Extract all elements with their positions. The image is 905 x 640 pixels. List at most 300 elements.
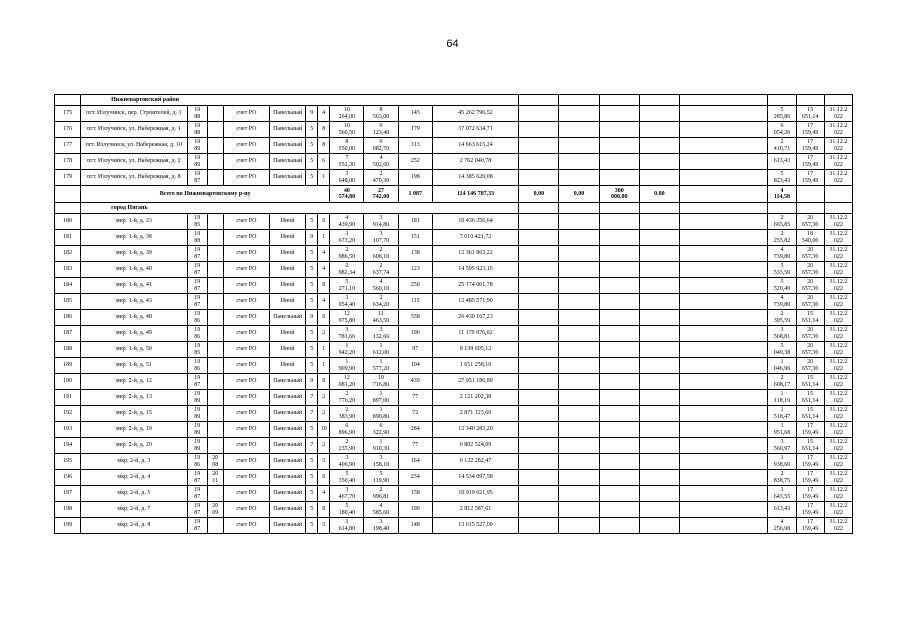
- fund-federal: [519, 246, 559, 262]
- year-commissioned: [207, 106, 223, 122]
- floors: 5: [306, 122, 318, 138]
- blank-cell: [680, 262, 768, 278]
- fund-owners: [639, 374, 679, 390]
- blank-cell: [680, 390, 768, 406]
- total-area: 5 271,10: [330, 278, 364, 294]
- fund-federal: [519, 278, 559, 294]
- empty-cell: [680, 95, 768, 106]
- unit-cost: 2 410,71: [768, 138, 796, 154]
- deadline: 31.12.2 022: [824, 262, 852, 278]
- row-number: 176: [55, 122, 81, 138]
- fund-owners: [639, 406, 679, 422]
- total-fund-federal: 0,00: [519, 186, 559, 203]
- floors: 5: [306, 502, 318, 518]
- empty-cell: [768, 95, 796, 106]
- deadline: 31.12.2 022: [824, 278, 852, 294]
- total-area: 40 574,80: [330, 186, 364, 203]
- unit-cost: 5 049,38: [768, 342, 796, 358]
- fund-owners: [639, 326, 679, 342]
- floors: 5: [306, 342, 318, 358]
- fund-method: счет РО: [223, 106, 269, 122]
- fund-federal: [519, 170, 559, 186]
- fund-local: [599, 154, 639, 170]
- unit-cost: 2 838,75: [768, 470, 796, 486]
- fund-method: счет РО: [223, 422, 269, 438]
- residents: 97: [398, 342, 432, 358]
- row-number: 192: [55, 406, 81, 422]
- table-row: [55, 214, 853, 230]
- repair-cost: 14 595 923,15: [432, 262, 518, 278]
- fund-method: счет РО: [223, 262, 269, 278]
- living-area: 11 463,50: [364, 310, 398, 326]
- total-area: 3 648,00: [330, 170, 364, 186]
- total-area: 3 781,66: [330, 326, 364, 342]
- total-area: 7 552,30: [330, 154, 364, 170]
- deadline: 31.12.2 022: [824, 470, 852, 486]
- address: мкр. 2-й, д. 5: [81, 486, 188, 502]
- blank-cell: [680, 518, 768, 534]
- year-commissioned: [207, 154, 223, 170]
- empty-cell: [519, 203, 559, 214]
- repair-cost: 12 340 283,20: [432, 422, 518, 438]
- repair-cost: 27 951 186,89: [432, 374, 518, 390]
- living-area: 3 107,70: [364, 230, 398, 246]
- unit-cost: 4 739,80: [768, 246, 796, 262]
- fund-local: [599, 374, 639, 390]
- wall-material: Иной: [270, 358, 306, 374]
- year-built: 19 87: [187, 374, 207, 390]
- table-row: [55, 294, 853, 310]
- address: мкр. 1-й, д. 40: [81, 262, 188, 278]
- deadline: 31.12.2 022: [824, 106, 852, 122]
- total-area: 3 614,80: [330, 518, 364, 534]
- address: пгт. Излучинск, ул. Набережная, д. 1: [81, 122, 188, 138]
- living-area: 2 637,74: [364, 262, 398, 278]
- fund-regional: [559, 390, 599, 406]
- living-area: 3 132,66: [364, 326, 398, 342]
- year-commissioned: 20 11: [207, 470, 223, 486]
- limit-cost: 15 651,14: [796, 310, 824, 326]
- total-area: 8 550,00: [330, 138, 364, 154]
- blank-cell: [680, 358, 768, 374]
- year-commissioned: [207, 138, 223, 154]
- fund-owners: [639, 342, 679, 358]
- entrances: 5: [318, 518, 330, 534]
- residents: 115: [398, 294, 432, 310]
- fund-owners: [639, 154, 679, 170]
- blank-cell: [680, 454, 768, 470]
- repair-cost: 2 871 123,60: [432, 406, 518, 422]
- row-number: 197: [55, 486, 81, 502]
- entrances: 4: [318, 486, 330, 502]
- fund-federal: [519, 294, 559, 310]
- total-area: 10 264,00: [330, 106, 364, 122]
- total-area: 2 986,50: [330, 246, 364, 262]
- table-row: [55, 374, 853, 390]
- floors: 5: [306, 486, 318, 502]
- unit-cost: 1 046,96: [768, 358, 796, 374]
- residents: 313: [398, 138, 432, 154]
- unit-cost: 1 518,47: [768, 406, 796, 422]
- address: мкр. 1-й, д. 43: [81, 294, 188, 310]
- fund-federal: [519, 262, 559, 278]
- fund-local: [599, 342, 639, 358]
- entrances: 2: [318, 326, 330, 342]
- fund-method: счет РО: [223, 246, 269, 262]
- table-row: [55, 502, 853, 518]
- entrances: 5: [318, 454, 330, 470]
- table-row: [55, 454, 853, 470]
- wall-material: Панельный: [270, 518, 306, 534]
- wall-material: Иной: [270, 230, 306, 246]
- fund-local: [599, 246, 639, 262]
- residents: 164: [398, 454, 432, 470]
- residents: 77: [398, 438, 432, 454]
- year-commissioned: [207, 390, 223, 406]
- year-built: 19 89: [187, 438, 207, 454]
- unit-cost: 6 054,26: [768, 122, 796, 138]
- living-area: 2 608,10: [364, 246, 398, 262]
- total-fund-owners: 0,00: [639, 186, 679, 203]
- row-number: 189: [55, 358, 81, 374]
- fund-local: [599, 214, 639, 230]
- wall-material: Панельный: [270, 438, 306, 454]
- row-number: 175: [55, 106, 81, 122]
- living-area: 1 910,30: [364, 438, 398, 454]
- fund-federal: [519, 230, 559, 246]
- year-built: 19 86: [187, 358, 207, 374]
- deadline: 31.12.2 022: [824, 502, 852, 518]
- wall-material: Панельный: [270, 374, 306, 390]
- entrances: 8: [318, 502, 330, 518]
- section-blank: [55, 203, 81, 214]
- wall-material: Иной: [270, 246, 306, 262]
- address: мкр. 1-й, д. 23: [81, 214, 188, 230]
- unit-cost: 2 305,59: [768, 310, 796, 326]
- floors: 5: [306, 262, 318, 278]
- total-area: 2 383,90: [330, 406, 364, 422]
- residents: 558: [398, 310, 432, 326]
- table-row: [55, 278, 853, 294]
- limit-cost: 20 657,30: [796, 342, 824, 358]
- fund-owners: [639, 486, 679, 502]
- wall-material: Панельный: [270, 470, 306, 486]
- fund-owners: [639, 422, 679, 438]
- fund-regional: [559, 518, 599, 534]
- wall-material: Панельный: [270, 422, 306, 438]
- entrances: 1: [318, 170, 330, 186]
- address: мкр. 2-й, д. 7: [81, 502, 188, 518]
- fund-local: [599, 470, 639, 486]
- fund-federal: [519, 374, 559, 390]
- living-area: 1 612,00: [364, 342, 398, 358]
- wall-material: Панельный: [270, 390, 306, 406]
- year-commissioned: [207, 518, 223, 534]
- floors: 9: [306, 310, 318, 326]
- empty-cell: [639, 95, 679, 106]
- table-row: [55, 170, 853, 186]
- living-area: 1 577,20: [364, 358, 398, 374]
- fund-owners: [639, 358, 679, 374]
- total-area: 10 560,50: [330, 122, 364, 138]
- floors: 5: [306, 278, 318, 294]
- wall-material: Иной: [270, 342, 306, 358]
- year-commissioned: [207, 438, 223, 454]
- total-area: 2 235,90: [330, 438, 364, 454]
- fund-method: счет РО: [223, 278, 269, 294]
- living-area: 2 996,81: [364, 486, 398, 502]
- table-row: [55, 358, 853, 374]
- fund-owners: [639, 122, 679, 138]
- fund-owners: [639, 230, 679, 246]
- fund-federal: [519, 154, 559, 170]
- wall-material: Панельный: [270, 486, 306, 502]
- repair-cost: 6 122 282,47: [432, 454, 518, 470]
- residents: 104: [398, 358, 432, 374]
- limit-cost: 15 651,14: [796, 374, 824, 390]
- unit-cost: 613,43: [768, 154, 796, 170]
- total-residents: 1 087: [398, 186, 432, 203]
- fund-regional: [559, 154, 599, 170]
- entrances: 4: [318, 246, 330, 262]
- fund-regional: [559, 246, 599, 262]
- entrances: 6: [318, 154, 330, 170]
- blank-cell: [680, 230, 768, 246]
- fund-method: счет РО: [223, 214, 269, 230]
- year-commissioned: [207, 294, 223, 310]
- unit-cost: 5 285,86: [768, 106, 796, 122]
- address: пгт. Излучинск, ул. Набережная, д. 2: [81, 154, 188, 170]
- fund-local: [599, 122, 639, 138]
- total-label: Всего по Нижневартовскому р-ну: [81, 186, 330, 203]
- limit-cost: 20 657,30: [796, 278, 824, 294]
- unit-cost: 1 951,68: [768, 422, 796, 438]
- year-built: 19 89: [187, 422, 207, 438]
- empty-cell: [824, 203, 852, 214]
- fund-method: счет РО: [223, 230, 269, 246]
- table-row: [55, 230, 853, 246]
- deadline: 31.12.2 022: [824, 422, 852, 438]
- year-built: 19 89: [187, 138, 207, 154]
- year-commissioned: [207, 342, 223, 358]
- fund-owners: [639, 470, 679, 486]
- blank-cell: [680, 186, 768, 203]
- year-built: 19 89: [187, 154, 207, 170]
- year-commissioned: 20 08: [207, 454, 223, 470]
- fund-local: [599, 438, 639, 454]
- repair-cost: 6 802 524,09: [432, 438, 518, 454]
- residents: 250: [398, 278, 432, 294]
- repair-cost: 8 139 605,12: [432, 342, 518, 358]
- fund-regional: [559, 230, 599, 246]
- fund-federal: [519, 390, 559, 406]
- entrances: 1: [318, 358, 330, 374]
- unit-cost: 3 643,55: [768, 486, 796, 502]
- total-row: [55, 186, 853, 203]
- fund-regional: [559, 454, 599, 470]
- fund-owners: [639, 278, 679, 294]
- table-row: [55, 122, 853, 138]
- empty-cell: [519, 95, 559, 106]
- row-number: 199: [55, 518, 81, 534]
- repair-cost: 10 919 021,95: [432, 486, 518, 502]
- floors: 5: [306, 422, 318, 438]
- entrances: 2: [318, 406, 330, 422]
- empty-cell: [639, 203, 679, 214]
- wall-material: Иной: [270, 278, 306, 294]
- entrances: 6: [318, 310, 330, 326]
- fund-owners: [639, 106, 679, 122]
- address: мкр. 2-й, д. 12: [81, 374, 188, 390]
- total-fund-regional: 0,00: [559, 186, 599, 203]
- fund-owners: [639, 310, 679, 326]
- floors: 9: [306, 106, 318, 122]
- deadline: 31.12.2 022: [824, 454, 852, 470]
- living-area: 4 560,10: [364, 278, 398, 294]
- deadline: 31.12.2 022: [824, 358, 852, 374]
- living-area: 2 470,30: [364, 170, 398, 186]
- fund-local: [599, 138, 639, 154]
- residents: 196: [398, 326, 432, 342]
- fund-federal: [519, 138, 559, 154]
- fund-owners: [639, 246, 679, 262]
- section-header-row: [55, 203, 853, 214]
- row-number: 185: [55, 294, 81, 310]
- year-commissioned: [207, 374, 223, 390]
- address: мкр. 2-й, д. 15: [81, 406, 188, 422]
- table-row: [55, 422, 853, 438]
- year-commissioned: [207, 358, 223, 374]
- fund-federal: [519, 518, 559, 534]
- fund-local: [599, 422, 639, 438]
- fund-owners: [639, 294, 679, 310]
- fund-local: [599, 230, 639, 246]
- limit-cost: 17 159,49: [796, 470, 824, 486]
- unit-cost: 4 256,98: [768, 518, 796, 534]
- repair-cost: 13 615 527,09: [432, 518, 518, 534]
- total-area: 5 180,40: [330, 502, 364, 518]
- fund-method: счет РО: [223, 358, 269, 374]
- deadline: 31.12.2 022: [824, 122, 852, 138]
- year-commissioned: [207, 122, 223, 138]
- limit-cost: 20 657,30: [796, 358, 824, 374]
- unit-cost: 2 665,85: [768, 214, 796, 230]
- living-area: 1 897,00: [364, 390, 398, 406]
- living-area: 8 563,00: [364, 106, 398, 122]
- living-area: 6 082,70: [364, 138, 398, 154]
- floors: 5: [306, 170, 318, 186]
- residents: 148: [398, 518, 432, 534]
- entrances: 6: [318, 470, 330, 486]
- year-commissioned: [207, 246, 223, 262]
- address: мкр. 1-й, д. 50: [81, 342, 188, 358]
- fund-regional: [559, 438, 599, 454]
- fund-federal: [519, 326, 559, 342]
- limit-cost: 20 657,30: [796, 246, 824, 262]
- unit-cost: 2 255,82: [768, 230, 796, 246]
- row-number: 198: [55, 502, 81, 518]
- row-number: 191: [55, 390, 81, 406]
- blank-cell: [680, 246, 768, 262]
- year-built: 19 87: [187, 170, 207, 186]
- repair-cost: 2 762 040,78: [432, 154, 518, 170]
- fund-regional: [559, 170, 599, 186]
- repair-cost: 2 812 587,61: [432, 502, 518, 518]
- address: мкр. 1-й, д. 49: [81, 326, 188, 342]
- blank-cell: [680, 310, 768, 326]
- empty-cell: [599, 203, 639, 214]
- residents: 234: [398, 470, 432, 486]
- limit-cost: 20 657,30: [796, 214, 824, 230]
- fund-owners: [639, 138, 679, 154]
- limit-cost: 20 657,30: [796, 294, 824, 310]
- table-row: [55, 518, 853, 534]
- unit-cost: 1 938,60: [768, 454, 796, 470]
- fund-federal: [519, 502, 559, 518]
- repair-cost: 12 361 863,22: [432, 246, 518, 262]
- blank-cell: [680, 278, 768, 294]
- residents: 198: [398, 170, 432, 186]
- fund-method: счет РО: [223, 310, 269, 326]
- fund-regional: [559, 326, 599, 342]
- repair-cost: 12 485 571,90: [432, 294, 518, 310]
- repair-cost: 7 010 421,72: [432, 230, 518, 246]
- fund-regional: [559, 138, 599, 154]
- table-row: [55, 106, 853, 122]
- deadline: 31.12.2 022: [824, 294, 852, 310]
- living-area: 10 716,80: [364, 374, 398, 390]
- address: мкр. 2-й, д. 19: [81, 422, 188, 438]
- row-number: 187: [55, 326, 81, 342]
- floors: 5: [306, 470, 318, 486]
- blank-cell: [680, 470, 768, 486]
- fund-federal: [519, 454, 559, 470]
- fund-regional: [559, 342, 599, 358]
- repair-cost: 10 436 256,64: [432, 214, 518, 230]
- deadline: 31.12.2 022: [824, 214, 852, 230]
- floors: 5: [306, 154, 318, 170]
- year-commissioned: [207, 422, 223, 438]
- residents: 123: [398, 262, 432, 278]
- deadline: 31.12.2 022: [824, 390, 852, 406]
- fund-regional: [559, 470, 599, 486]
- table-row: [55, 470, 853, 486]
- empty-cell: [768, 203, 796, 214]
- fund-regional: [559, 422, 599, 438]
- floors: 5: [306, 326, 318, 342]
- entrances: 8: [318, 122, 330, 138]
- blank-cell: [680, 122, 768, 138]
- fund-regional: [559, 374, 599, 390]
- unit-cost: 613,43: [768, 502, 796, 518]
- blank-cell: [680, 326, 768, 342]
- fund-method: счет РО: [223, 294, 269, 310]
- address: пгт. Излучинск, ул. Набережная, д. 8: [81, 170, 188, 186]
- fund-regional: [559, 214, 599, 230]
- floors: 9: [306, 374, 318, 390]
- address: пгт. Излучинск, пер. Строителей, д. 1: [81, 106, 188, 122]
- address: мкр. 1-й, д. 51: [81, 358, 188, 374]
- floors: 7: [306, 406, 318, 422]
- fund-regional: [559, 358, 599, 374]
- year-built: 19 87: [187, 518, 207, 534]
- residents: 179: [398, 122, 432, 138]
- fund-federal: [519, 438, 559, 454]
- total-area: 2 776,20: [330, 390, 364, 406]
- fund-owners: [639, 390, 679, 406]
- wall-material: Панельный: [270, 502, 306, 518]
- wall-material: Иной: [270, 326, 306, 342]
